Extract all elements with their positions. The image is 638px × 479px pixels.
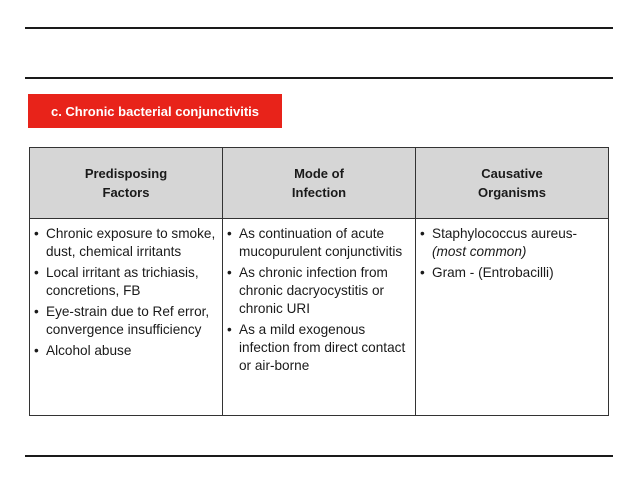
middle-rule <box>25 77 613 79</box>
mode-of-infection-cell <box>223 219 416 416</box>
list-item: • As continuation of acute mucopurulent conjunctivitis <box>227 225 411 261</box>
list-item: • As a mild exogenous infection from direct contact or air-borne <box>227 321 411 375</box>
header-mode-of-infection: Mode of Infection <box>223 148 416 219</box>
header-predisposing-factors: Predisposing Factors <box>30 148 223 219</box>
list-item: • Chronic exposure to smoke, dust, chemical irritants <box>34 225 218 261</box>
list-item: • Gram - (Entrobacilli) <box>420 264 604 282</box>
section-banner: c. Chronic bacterial conjunctivitis <box>28 94 282 128</box>
predisposing-factors-list <box>34 225 218 360</box>
top-rule <box>25 27 613 29</box>
organism-name: Staphylococcus aureus- <box>432 226 578 241</box>
list-item: • Alcohol abuse <box>34 342 218 360</box>
bottom-rule <box>25 455 613 457</box>
header-row <box>30 148 609 219</box>
list-item: • As chronic infection from chronic dacryocystitis or chronic URI <box>227 264 411 318</box>
header-causative-organisms: Causative Organisms <box>416 148 609 219</box>
list-item <box>420 225 604 261</box>
content-row <box>30 219 609 416</box>
conjunctivitis-table <box>29 147 609 416</box>
causative-organisms-cell <box>416 219 609 416</box>
list-item: • Eye-strain due to Ref error, convergence insufficiency <box>34 303 218 339</box>
predisposing-factors-cell <box>30 219 223 416</box>
organism-note: (most common) <box>432 244 527 259</box>
mode-of-infection-list <box>227 225 411 375</box>
list-item: • Local irritant as trichiasis, concretions, FB <box>34 264 218 300</box>
causative-organisms-list <box>420 225 604 282</box>
